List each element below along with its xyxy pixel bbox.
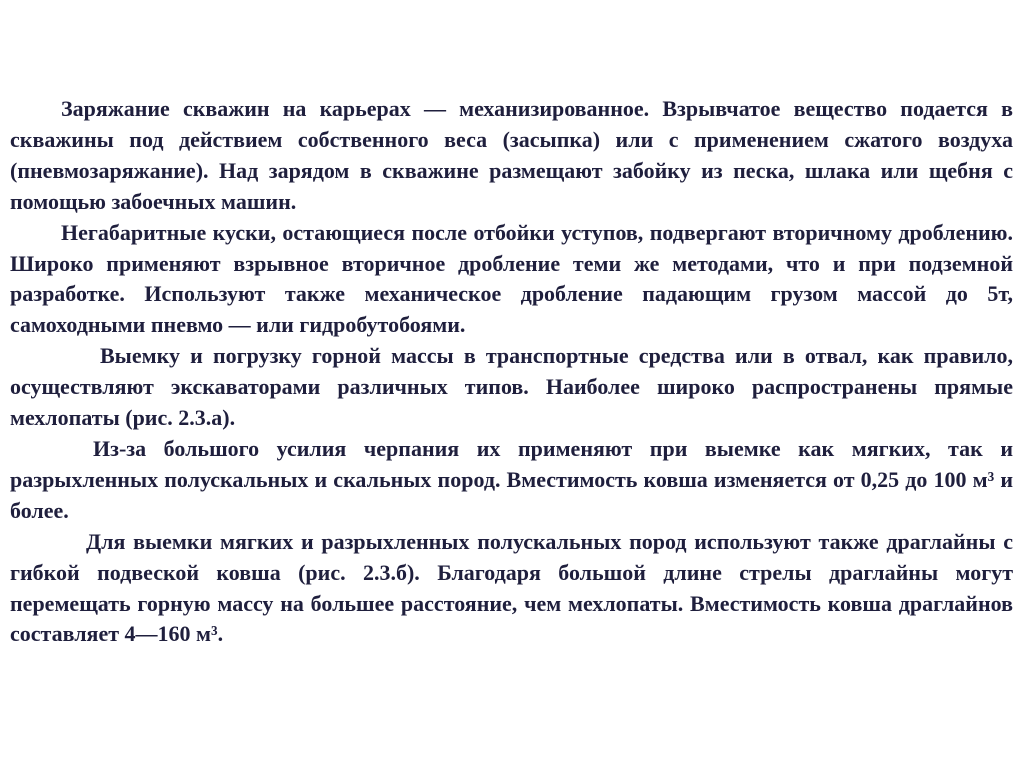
- paragraph-draglines: Для выемки мягких и разрыхленных полускальных пород используют также драглайны с гибкой подвеской ковша (рис. 2.3.б). Благодаря большой длине стрелы драглайны могут перемещать горную массу на большее расстояние, чем мехлопаты. Вместимость ковша драглайнов составляет 4—160 м³.: [10, 528, 1013, 647]
- body-text: [10, 94, 1013, 650]
- paragraph-digging-effort: Из-за большого усилия черпания их применяют при выемке как мягких, так и разрыхленных полускальных и скальных пород. Вместимость ковша изменяется от 0,25 до 100 м³ и более.: [10, 435, 1013, 523]
- paragraph-oversize-pieces: Негабаритные куски, остающиеся после отбойки уступов, подвергают вторичному дроблению. Широко применяют взрывное вторичное дробление теми же методами, что и при подземной разработке. Используют также механическое дробление падающим грузом массой до 5т, самоходными пневмо — или гидробутобоями.: [10, 219, 1013, 338]
- paragraph-loading-wells: Заряжание скважин на карьерах — механизированное. Взрывчатое вещество подается в скважины под действием собственного веса (засыпка) или с применением сжатого воздуха (пневмозаряжание). Над зарядом в скважине размещают забойку из песка, шлака или щебня с помощью забоечных машин.: [10, 96, 1013, 214]
- paragraph-excavation-loading: Выемку и погрузку горной массы в транспортные средства или в отвал, как правило, осуществляют экскаваторами различных типов. Наиболее широко распространены прямые мехлопаты (рис. 2.3.а).: [10, 343, 1013, 431]
